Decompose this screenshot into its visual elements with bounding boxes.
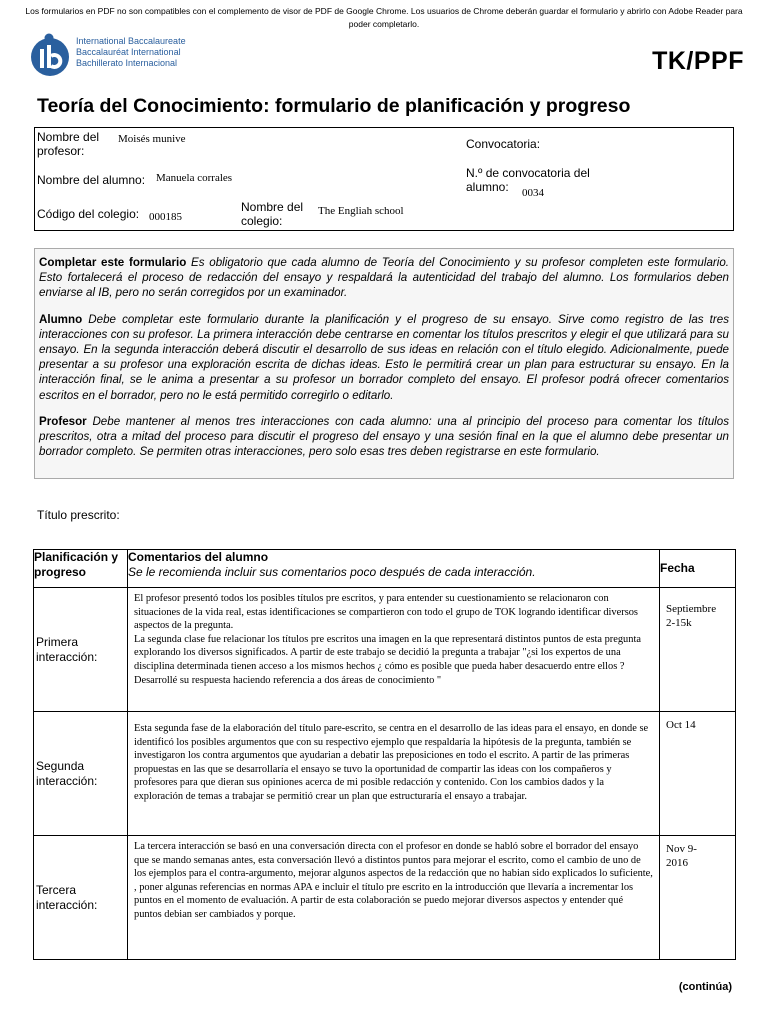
instructions-paragraph-teacher: Profesor Debe mantener al menos tres interacciones con cada alumno: una al principio del proceso para comentar los títulos prescritos, otra a mitad del proceso para discutir el progreso del ensayo y una sesión final en la que el alumno debe presentar un borrador completo. Se permiten otras interacciones, pero solo esas tres deben registrarse en este formulario. [39, 414, 729, 459]
date-first-interaction[interactable]: Septiembre 2-15k [660, 588, 736, 712]
school-name-label: Nombre del colegio: [241, 200, 304, 228]
ib-logo [28, 32, 228, 78]
instructions-paragraph-form: Completar este formulario Es obligatorio que cada alumno de Teoría del Conocimiento y su profesor completen este formulario. Esto fortalecerá el proceso de redacción del ensayo y respaldará la autenticidad del trabajo del alumno. Los formularios deben enviarse al IB, pero no serán corregidos por un examinador. [39, 256, 730, 300]
continued-note: (continúa) [678, 981, 732, 993]
comment-second-interaction[interactable]: Esta segunda fase de la elaboración del título pare-escrito, se centra en el desarrollo de las ideas para el ensayo, en donde se identificó los posibles argumentos que con su respectivo ejemplo que respaldaría la hipótesis de la pregunta, también se investigaron los contra argumentos que ayudarian a debatir las preposiciones en todo el escrito. A partir de las primeras propuestas en las que se desarrollaría el ensayo se tuvo la oportunidad de compartir las ideas con los compañeros y profesores para que dieran sus opiniones acerca de mi posible redacción y contenido. Con los cambios dados y la exploración de temas a trabajar se permitió crear un plan que estructuraría el ensayo a trabajar. [128, 712, 660, 836]
column-header-planning: Planificación y progreso [34, 550, 128, 588]
date-third-interaction[interactable]: Nov 9- 2016 [660, 836, 736, 960]
table-row [34, 836, 736, 960]
column-header-date: Fecha [660, 550, 736, 588]
row-label-second: Segunda interacción: [34, 712, 128, 836]
column-header-comments: Comentarios del alumno Se le recomienda incluir sus comentarios poco después de cada interacción. [128, 550, 660, 588]
comment-first-interaction[interactable]: El profesor presentó todos los posibles títulos pre escritos, y para entender su cuestionamiento se relacionaron con situaciones de la vida real, estas identificaciones se compartieron con todo el grupo de TOK logrando identificar diversos aspectos de la pregunta. La segunda clase fue relacionar los títulos pre escritos una imagen en la que representará distintos puntos de esta pregunta explorando los diversos significados. A partir de este trabajo se decidió la pregunta a trabajar "¿si los expertos de una disciplina determinada tienen acceso a los mismos hechos ¿ cómo es posible que pueda haber desacuerdo entre ellos ? Desarrollé su respuesta haciendo referencia a dos áreas de conocimiento " [128, 588, 660, 712]
student-name-field[interactable]: Manuela corrales [156, 172, 233, 184]
school-name-field[interactable]: The Engliah school [318, 205, 404, 217]
instructions-paragraph-student: Alumno Debe completar este formulario durante la planificación y el progreso de su ensayo. Sirve como registro de las tres interacciones con su profesor. La primera interacción debe centrarse en comentar los títulos prescritos y elegir el que utilizará para su ensayo. En la segunda interacción deberá discutir el desarrollo de sus ideas en relación con el título elegido. Adicionalmente, puede presentar a su profesor una exploración escrita de dichas ideas. Esto le permitirá crear un plan para estructurar su ensayo. En la interacción final, se le anima a presentar a su profesor un borrador completo del ensayo. El profesor podrá ofrecer comentarios escritos en el borrador, pero no le está permitido corregirlo o editarlo. [39, 312, 729, 402]
chrome-compatibility-notice: Los formularios en PDF no son compatibles con el complemento de visor de PDF de Google Chrome. Los usuarios de Chrome deberán guardar el formulario y abrirlo con Adobe Reader para poder completarlo. [25, 6, 743, 29]
student-name-label: Nombre del alumno: [37, 173, 146, 187]
logo-line-3: Bachillerato Internacional [76, 58, 178, 68]
table-row [34, 588, 736, 712]
prescribed-title-label: Título prescrito: [37, 508, 120, 522]
row-label-third: Tercera interacción: [34, 836, 128, 960]
interaction-log-table [33, 549, 736, 960]
table-row [34, 712, 736, 836]
ib-logo-icon [28, 32, 72, 78]
logo-line-1: International Baccalaureate [76, 36, 186, 46]
teacher-name-label: Nombre del profesor: [37, 130, 100, 158]
column-subheader-comments: Se le recomienda incluir sus comentarios poco después de cada interacción. [128, 565, 536, 579]
school-code-label: Código del colegio: [37, 207, 140, 221]
instructions-box [34, 248, 734, 479]
form-code: TK/PPF [652, 47, 744, 75]
student-info-box [34, 127, 734, 231]
candidate-number-field[interactable]: 0034 [522, 187, 544, 199]
logo-line-2: Baccalauréat International [76, 47, 181, 57]
comment-third-interaction[interactable]: La tercera interacción se basó en una conversación directa con el profesor en donde se habló sobre el borrador del ensayo que se mando semanas antes, esta conversación llevó a distintos puntos para mejorar el escrito, como el cambio de uno de los ejemplos para el contra-argumento, mejorar algunos aspectos de la redacción que no habian sido explicados lo suficiente, , poner algunas referencias en normas APA e incluir el título pre escrito en la introducción que llevaría a incrementar los puntos en el momento de evaluación. A partir de esta colaboración se puedo mejorar diversos aspectos y entender qué puntos debian ser cambiados y porque. [128, 836, 660, 960]
teacher-name-field[interactable]: Moisés munive [118, 133, 186, 145]
row-label-first: Primera interacción: [34, 588, 128, 712]
date-second-interaction[interactable]: Oct 14 [660, 712, 736, 836]
form-title: Teoría del Conocimiento: formulario de planificación y progreso [37, 95, 631, 117]
school-code-field[interactable]: 000185 [149, 211, 182, 223]
candidate-number-label: N.º de convocatoria del alumno: [466, 166, 590, 194]
session-label: Convocatoria: [466, 137, 541, 151]
